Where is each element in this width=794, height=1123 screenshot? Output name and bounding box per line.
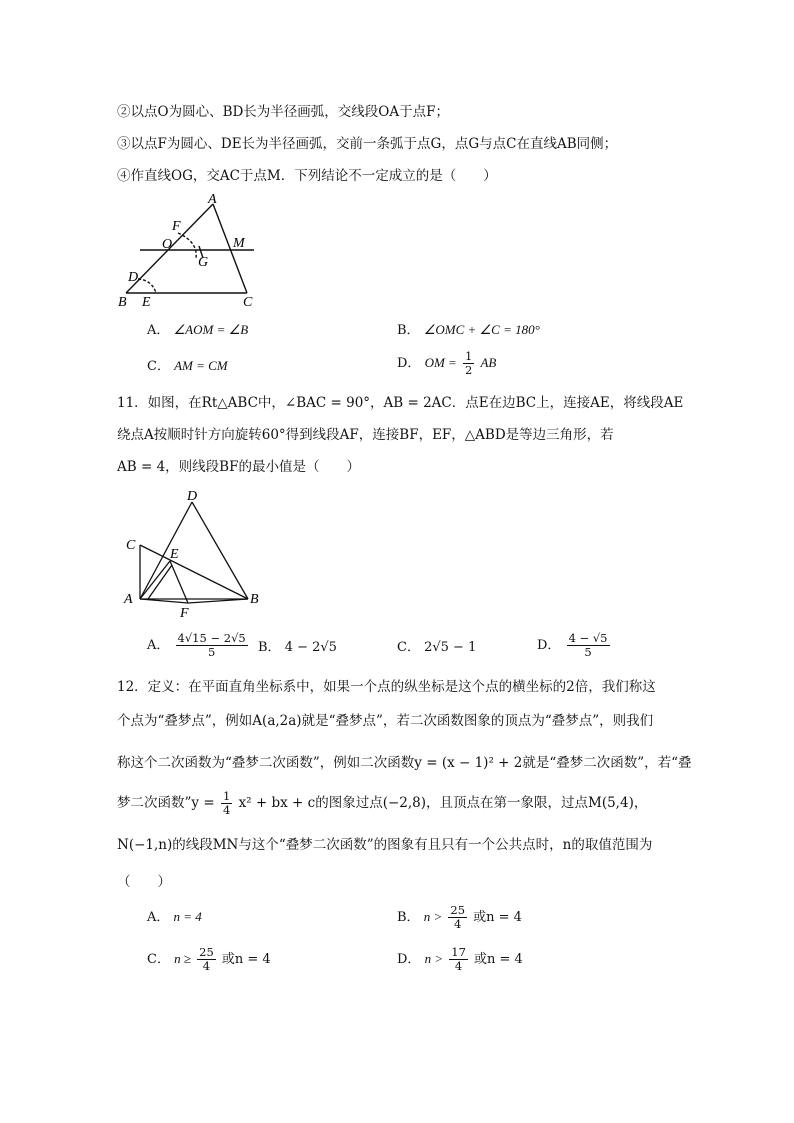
- p10-option-d[interactable]: D． OM = $\frac{1}{2}$ AB: [397, 349, 497, 377]
- fig-label-e: E: [170, 547, 179, 562]
- fig-label-f: F: [180, 606, 189, 620]
- p12-line1: 12．定义：在平面直角坐标系中，如果一个点的纵坐标是这个点的横坐标的2倍，我们称这: [117, 679, 656, 695]
- p10-option-a[interactable]: A． ∠AOM = ∠B: [147, 322, 249, 338]
- fig-label-c: C: [243, 295, 253, 310]
- fig-label-d: D: [128, 270, 139, 285]
- fig-label-b: B: [118, 295, 127, 310]
- fig-label-g: G: [198, 255, 209, 270]
- p10-option-c[interactable]: C． AM = CM: [147, 358, 228, 374]
- fig-label-a: A: [208, 192, 217, 207]
- p11-option-c[interactable]: C． 2√5 − 1: [397, 640, 477, 655]
- p12-line5: N(−1,n)的线段MN与这个“叠梦二次函数”的图象有且只有一个公共点时，n的取值范围为: [117, 837, 653, 853]
- segment-ad: [140, 502, 192, 599]
- p11-line2: 绕点A按顺时针方向旋转60°得到线段AF，连接BF，EF，△ABD是等边三角形，若: [117, 427, 614, 443]
- fig-label-a: A: [124, 592, 133, 607]
- p12-line4: 梦二次函数”y = $\frac{1}{4}$ x² + bx + c的图象过点(−2,8)，且顶点在第一象限，过点M(5,4)，: [117, 789, 648, 817]
- p10-figure: [112, 190, 272, 310]
- fig-label-b: B: [250, 592, 259, 607]
- p11-option-b[interactable]: B． 4 − 2√5: [258, 640, 337, 655]
- p10-step2: ②以点O为圆心、BD长为半径画弧，交线段OA于点F；: [117, 104, 449, 120]
- fig-label-e: E: [142, 295, 151, 310]
- p12-line2: 个点为“叠梦点”，例如A(a,2a)就是“叠梦点”，若二次函数图象的顶点为“叠梦点”，则我们: [117, 713, 654, 729]
- fig-label-f: F: [172, 219, 181, 234]
- fig-label-d: D: [187, 489, 198, 504]
- fig-label-o: O: [162, 237, 173, 252]
- p12-option-a[interactable]: A． n = 4: [147, 909, 202, 925]
- p12-line6: （ ）: [117, 874, 171, 890]
- arc-de: [138, 279, 156, 293]
- segment-ae-ext: [148, 565, 172, 599]
- fig-label-m: M: [233, 236, 245, 251]
- p10-option-b[interactable]: B． ∠OMC + ∠C = 180°: [397, 322, 540, 338]
- p12-option-b[interactable]: B． n > $\frac{25}{4}$ 或n = 4: [397, 903, 522, 931]
- p12-option-d[interactable]: D． n > $\frac{17}{4}$ 或n = 4: [397, 945, 523, 973]
- p12-option-c[interactable]: C． n ≥ $\frac{25}{4}$ 或n = 4: [147, 945, 271, 973]
- segment-ae: [140, 561, 170, 599]
- p10-step3: ③以点F为圆心、DE长为半径画弧，交前一条弧于点G，点G与点C在直线AB同侧；: [117, 136, 618, 152]
- p11-figure: [120, 488, 270, 620]
- p10-step4: ④作直线OG，交AC于点M．下列结论不一定成立的是（ ）: [117, 168, 497, 184]
- p11-option-a[interactable]: A． $\frac{4√15 - 2√5}{5}$: [147, 631, 246, 659]
- p11-line3: AB = 4，则线段BF的最小值是（ ）: [117, 459, 360, 475]
- p11-line1: 11．如图，在Rt△ABC中，∠BAC = 90°，AB = 2AC．点E在边BC上，连接AE，将线段AE: [117, 395, 684, 411]
- p11-option-d[interactable]: D． $\frac{4 - √5}{5}$: [537, 631, 608, 659]
- fig-label-c: C: [126, 538, 136, 553]
- p12-line3: 称这个二次函数为“叠梦二次函数”，例如二次函数y = (x − 1)² + 2就是“叠梦二次函数”，若“叠: [117, 755, 692, 771]
